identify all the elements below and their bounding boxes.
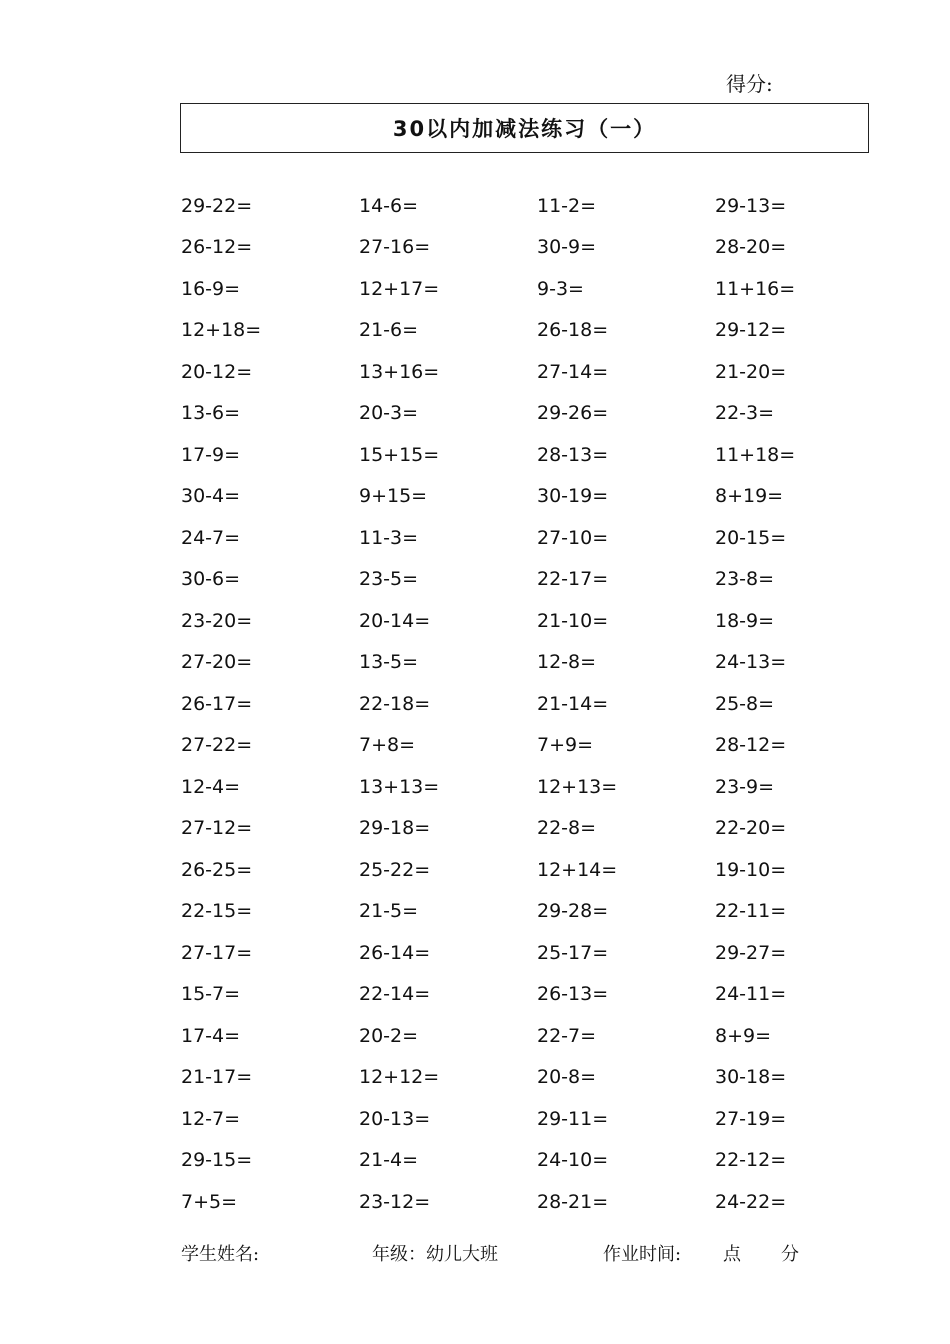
problem-item: 22-8= bbox=[537, 817, 597, 840]
problem-item: 22-7= bbox=[537, 1024, 597, 1047]
problem-item: 22-18= bbox=[359, 692, 431, 715]
problem-item: 26-18= bbox=[537, 319, 609, 342]
problem-item: 27-20= bbox=[181, 651, 253, 674]
problem-item: 24-7= bbox=[181, 526, 241, 549]
problem-item: 30-4= bbox=[181, 485, 241, 508]
problem-item: 22-3= bbox=[715, 402, 775, 425]
problem-item: 20-2= bbox=[359, 1024, 419, 1047]
problem-row bbox=[181, 1057, 901, 1099]
problem-row bbox=[181, 1015, 901, 1057]
problem-item: 19-10= bbox=[715, 858, 787, 881]
problem-item: 30-18= bbox=[715, 1066, 787, 1089]
problem-item: 24-13= bbox=[715, 651, 787, 674]
problem-item: 8+19= bbox=[715, 485, 784, 508]
problem-item: 29-22= bbox=[181, 194, 253, 217]
worksheet-title: 30以内加减法练习（一） bbox=[392, 117, 657, 141]
problem-item: 15+15= bbox=[359, 443, 440, 466]
problem-item: 11-2= bbox=[537, 194, 597, 217]
problem-row bbox=[181, 766, 901, 808]
problem-item: 23-5= bbox=[359, 568, 419, 591]
problem-item: 30-6= bbox=[181, 568, 241, 591]
problem-row bbox=[181, 1181, 901, 1223]
problem-item: 20-15= bbox=[715, 526, 787, 549]
problem-item: 12+12= bbox=[359, 1066, 440, 1089]
problem-item: 28-20= bbox=[715, 236, 787, 259]
problem-item: 13+13= bbox=[359, 775, 440, 798]
problem-row bbox=[181, 310, 901, 352]
problem-item: 12+13= bbox=[537, 775, 618, 798]
problem-item: 17-9= bbox=[181, 443, 241, 466]
time-label: 作业时间: bbox=[603, 1244, 682, 1265]
problem-row bbox=[181, 1140, 901, 1182]
problem-item: 26-14= bbox=[359, 941, 431, 964]
problem-item: 21-17= bbox=[181, 1066, 253, 1089]
problem-item: 20-8= bbox=[537, 1066, 597, 1089]
problem-row bbox=[181, 1098, 901, 1140]
problem-grid bbox=[181, 185, 901, 1223]
problem-row bbox=[181, 351, 901, 393]
problem-item: 16-9= bbox=[181, 277, 241, 300]
problem-row bbox=[181, 891, 901, 933]
problem-row bbox=[181, 849, 901, 891]
problem-row bbox=[181, 725, 901, 767]
problem-item: 11+16= bbox=[715, 277, 796, 300]
problem-item: 15-7= bbox=[181, 983, 241, 1006]
problem-item: 27-19= bbox=[715, 1107, 787, 1130]
problem-item: 12+18= bbox=[181, 319, 262, 342]
problem-item: 21-5= bbox=[359, 900, 419, 923]
problem-item: 23-9= bbox=[715, 775, 775, 798]
score-label: 得分: bbox=[726, 72, 773, 96]
problem-row bbox=[181, 517, 901, 559]
problem-item: 26-12= bbox=[181, 236, 253, 259]
problem-item: 7+5= bbox=[181, 1190, 238, 1213]
problem-item: 7+8= bbox=[359, 734, 416, 757]
problem-item: 18-9= bbox=[715, 609, 775, 632]
problem-item: 26-25= bbox=[181, 858, 253, 881]
problem-item: 27-10= bbox=[537, 526, 609, 549]
problem-item: 28-21= bbox=[537, 1190, 609, 1213]
problem-item: 8+9= bbox=[715, 1024, 772, 1047]
problem-item: 22-14= bbox=[359, 983, 431, 1006]
problem-row bbox=[181, 434, 901, 476]
title-box bbox=[180, 103, 869, 153]
problem-item: 29-26= bbox=[537, 402, 609, 425]
problem-item: 27-22= bbox=[181, 734, 253, 757]
problem-item: 12-8= bbox=[537, 651, 597, 674]
problem-row bbox=[181, 559, 901, 601]
problem-item: 30-9= bbox=[537, 236, 597, 259]
problem-item: 27-17= bbox=[181, 941, 253, 964]
problem-item: 11-3= bbox=[359, 526, 419, 549]
problem-row bbox=[181, 227, 901, 269]
problem-item: 22-15= bbox=[181, 900, 253, 923]
problem-row bbox=[181, 808, 901, 850]
student-name-label: 学生姓名: bbox=[181, 1244, 260, 1265]
problem-item: 22-12= bbox=[715, 1149, 787, 1172]
problem-item: 20-14= bbox=[359, 609, 431, 632]
problem-item: 14-6= bbox=[359, 194, 419, 217]
problem-item: 29-13= bbox=[715, 194, 787, 217]
problem-row bbox=[181, 185, 901, 227]
grade-label: 年级：幼儿大班 bbox=[372, 1244, 498, 1265]
problem-item: 26-17= bbox=[181, 692, 253, 715]
problem-item: 13-5= bbox=[359, 651, 419, 674]
minute-label: 分 bbox=[781, 1244, 799, 1265]
problem-item: 25-17= bbox=[537, 941, 609, 964]
problem-item: 22-11= bbox=[715, 900, 787, 923]
problem-row bbox=[181, 932, 901, 974]
problem-item: 29-27= bbox=[715, 941, 787, 964]
problem-item: 20-13= bbox=[359, 1107, 431, 1130]
problem-row bbox=[181, 600, 901, 642]
problem-item: 22-17= bbox=[537, 568, 609, 591]
problem-row bbox=[181, 974, 901, 1016]
problem-item: 9-3= bbox=[537, 277, 584, 300]
problem-row bbox=[181, 476, 901, 518]
problem-item: 12-7= bbox=[181, 1107, 241, 1130]
problem-item: 23-8= bbox=[715, 568, 775, 591]
problem-row bbox=[181, 642, 901, 684]
footer bbox=[0, 1240, 950, 1268]
problem-item: 20-12= bbox=[181, 360, 253, 383]
problem-item: 23-12= bbox=[359, 1190, 431, 1213]
problem-item: 29-11= bbox=[537, 1107, 609, 1130]
problem-item: 27-12= bbox=[181, 817, 253, 840]
problem-item: 21-14= bbox=[537, 692, 609, 715]
problem-row bbox=[181, 683, 901, 725]
problem-item: 29-12= bbox=[715, 319, 787, 342]
problem-item: 12+17= bbox=[359, 277, 440, 300]
problem-item: 29-15= bbox=[181, 1149, 253, 1172]
problem-item: 12+14= bbox=[537, 858, 618, 881]
problem-item: 24-10= bbox=[537, 1149, 609, 1172]
problem-row bbox=[181, 393, 901, 435]
problem-item: 26-13= bbox=[537, 983, 609, 1006]
problem-item: 28-13= bbox=[537, 443, 609, 466]
problem-item: 29-28= bbox=[537, 900, 609, 923]
problem-item: 13-6= bbox=[181, 402, 241, 425]
problem-item: 24-22= bbox=[715, 1190, 787, 1213]
problem-item: 13+16= bbox=[359, 360, 440, 383]
problem-item: 9+15= bbox=[359, 485, 428, 508]
problem-item: 21-4= bbox=[359, 1149, 419, 1172]
problem-item: 28-12= bbox=[715, 734, 787, 757]
problem-item: 21-6= bbox=[359, 319, 419, 342]
problem-item: 21-20= bbox=[715, 360, 787, 383]
problem-item: 20-3= bbox=[359, 402, 419, 425]
problem-row bbox=[181, 268, 901, 310]
problem-item: 11+18= bbox=[715, 443, 796, 466]
problem-item: 22-20= bbox=[715, 817, 787, 840]
problem-item: 17-4= bbox=[181, 1024, 241, 1047]
problem-item: 27-14= bbox=[537, 360, 609, 383]
problem-item: 24-11= bbox=[715, 983, 787, 1006]
problem-item: 25-8= bbox=[715, 692, 775, 715]
problem-item: 25-22= bbox=[359, 858, 431, 881]
problem-item: 29-18= bbox=[359, 817, 431, 840]
problem-item: 30-19= bbox=[537, 485, 609, 508]
problem-item: 23-20= bbox=[181, 609, 253, 632]
problem-item: 12-4= bbox=[181, 775, 241, 798]
hour-label: 点 bbox=[723, 1244, 741, 1265]
problem-item: 7+9= bbox=[537, 734, 594, 757]
problem-item: 27-16= bbox=[359, 236, 431, 259]
problem-item: 21-10= bbox=[537, 609, 609, 632]
